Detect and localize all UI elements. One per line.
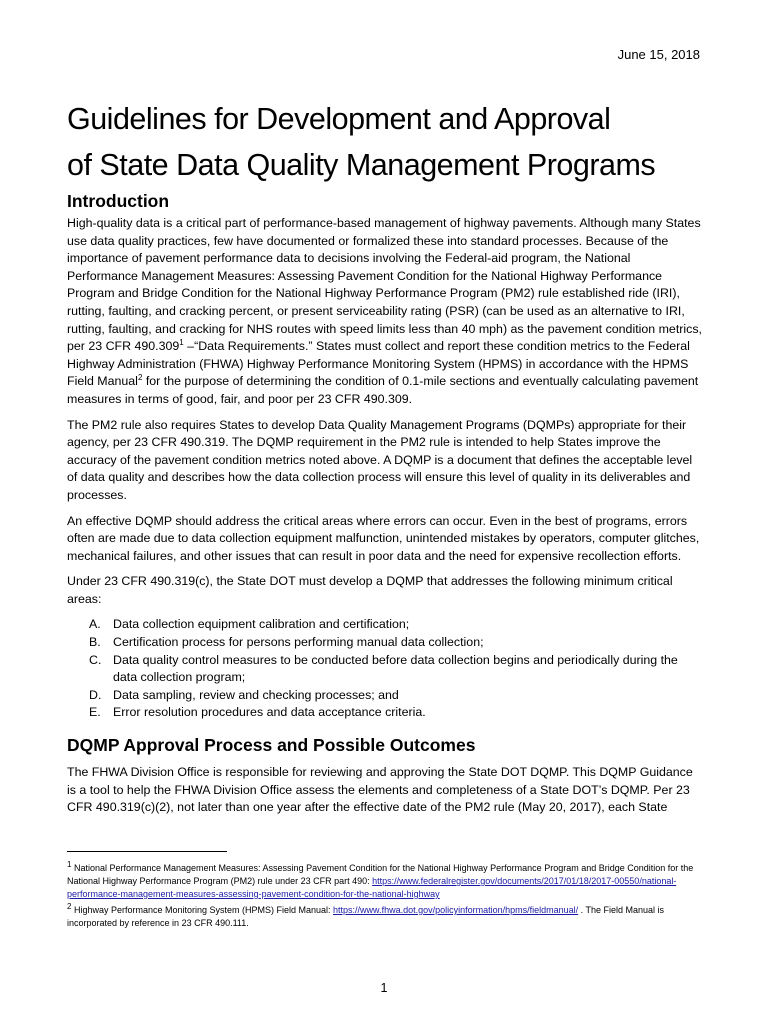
approval-paragraph-1: The FHWA Division Office is responsible for reviewing and approving the State DOT DQMP. This DQMP Guidance is a tool to help the FHWA Division Office assess the elements and completeness of a State DOT’s DQMP. Per 23 CFR 490.319(c)(2), not later than one year after the effective date of the PM2 rule (May 20, 2017), each State — [67, 765, 693, 815]
page-number: 1 — [380, 981, 388, 995]
title-line-2: of State Data Quality Management Programs — [67, 148, 656, 182]
intro-p1-text-c: for the purpose of determining the condition of 0.1-mile sections and eventually calculating pavement measures in terms of good, fair, and poor per 23 CFR 490.309. — [67, 374, 699, 406]
footnote-after: . The Field Manual is incorporated by reference in 23 CFR 490.111. — [67, 905, 665, 928]
list-item-letter: A. — [89, 617, 101, 632]
intro-paragraph-1 — [67, 215, 703, 409]
list-item — [67, 687, 703, 705]
footnote-1 — [67, 862, 707, 901]
approval-heading: DQMP Approval Process and Possible Outcomes — [67, 735, 476, 756]
document-body — [67, 190, 703, 825]
list-item-text: Certification process for persons performing manual data collection; — [113, 635, 484, 650]
footnote-number: 2 — [67, 902, 72, 911]
footnote-number: 1 — [67, 860, 72, 869]
list-item — [67, 616, 703, 634]
footnote-divider — [67, 851, 227, 852]
footnote-link[interactable]: https://www.fhwa.dot.gov/policyinformation/hpms/fieldmanual/ — [333, 905, 579, 915]
intro-paragraph-3: An effective DQMP should address the critical areas where errors can occur. Even in the best of programs, errors often are made due to data collection equipment malfunction, unintended mistakes by operators, computer glitches, mechanical failures, and other issues that can result in poor data and the need for expensive recollection efforts. — [67, 513, 700, 563]
list-item-text: Data collection equipment calibration and certification; — [113, 617, 410, 632]
list-item-text: Data quality control measures to be conducted before data collection begins and periodically during the data collection program; — [113, 652, 678, 685]
footnote-ref-2[interactable]: 2 — [137, 373, 143, 383]
critical-areas-list — [67, 616, 703, 722]
footnote-text: National Performance Management Measures: Assessing Pavement Condition for the National Highway Performance Program and Bridge Condition for the National Highway Performance Program (PM2) rule under 23 CFR part 490: — [67, 863, 694, 886]
title-line-1: Guidelines for Development and Approval — [67, 102, 611, 136]
list-item-text: Error resolution procedures and data acceptance criteria. — [113, 705, 426, 720]
list-item — [67, 652, 703, 687]
footnote-text: Highway Performance Monitoring System (HPMS) Field Manual: — [71, 905, 334, 915]
list-item-text: Data sampling, review and checking processes; and — [113, 687, 399, 702]
intro-p1-text-b: –“Data Requirements.” States must collect and report these condition metrics to the Federal Highway Administration (FHWA) Highway Performance Monitoring System (HPMS) in accordance with the HPMS Field Manual — [67, 339, 690, 389]
intro-p1-text-a: High-quality data is a critical part of performance-based management of highway pavements. Although many States use data quality practices, few have documented or formalized these into standard processes. Because of the importance of pavement performance data to decisions involving the Federal-aid program, the National Performance Management Measures: Assessing Pavement Condition for the National Highway Performance Program and Bridge Condition for the National Highway Performance Program (PM2) rule established ride (IRI), rutting, faulting, and cracking percent, or present serviceability rating (PSR) (can be used as an alternative to IRI, rutting, faulting, and cracking for NHS routes with speed limits less than 40 mph) as the pavement condition metrics, per 23 CFR 490.309 — [67, 216, 702, 354]
document-date: June 15, 2018 — [617, 47, 700, 62]
list-item — [67, 634, 703, 652]
footnote-ref-1[interactable]: 1 — [179, 338, 184, 348]
footnotes — [67, 862, 707, 933]
list-item-letter: D. — [89, 687, 102, 702]
intro-paragraph-2: The PM2 rule also requires States to develop Data Quality Management Programs (DQMPs) appropriate for their agency, per 23 CFR 490.319. The DQMP requirement in the PM2 rule is intended to help States improve the accuracy of the pavement condition metrics noted above. A DQMP is a document that defines the acceptable level of data quality and describes how the data collection process will ensure this level of quality in its deliverables and processes. — [67, 417, 693, 502]
intro-paragraph-4: Under 23 CFR 490.319(c), the State DOT must develop a DQMP that addresses the following minimum critical areas: — [67, 574, 673, 606]
introduction-heading: Introduction — [67, 191, 170, 211]
list-item-letter: C. — [89, 652, 102, 667]
list-item-letter: E. — [89, 705, 101, 720]
list-item — [67, 704, 703, 722]
document-title — [67, 96, 717, 188]
footnote-2 — [67, 904, 707, 930]
footnote-link[interactable]: https://www.federalregister.gov/documents/2017/01/18/2017-00550/national-performance-management-measures-assessing-pavement-condition-for-the-national-highway — [67, 876, 677, 899]
list-item-letter: B. — [89, 635, 101, 650]
